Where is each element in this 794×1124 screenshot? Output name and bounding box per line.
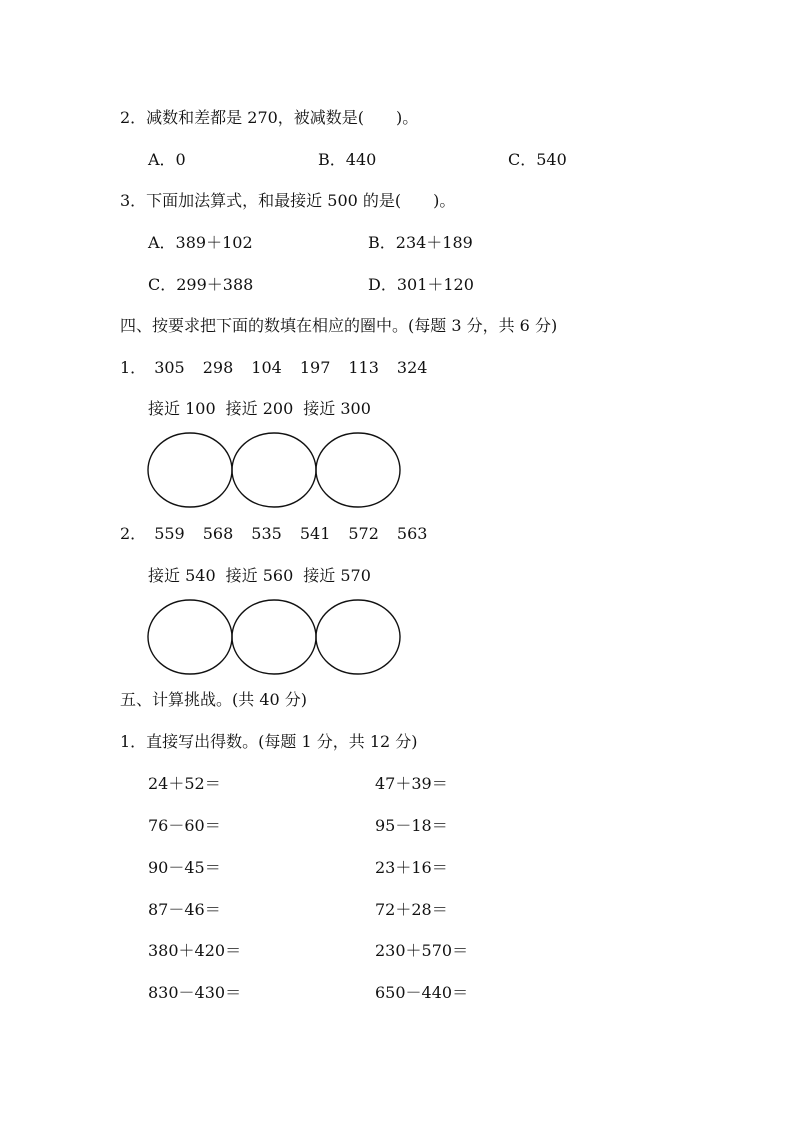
number-item: 324 (396, 358, 428, 377)
number-item: 104 (251, 358, 282, 377)
circle-label: 接近 560 (225, 566, 294, 585)
option-c: C．299＋388 (148, 275, 254, 294)
number-list-1 (120, 358, 445, 378)
calc-problem: 90－45＝ (148, 858, 221, 877)
calc-problem: 72＋28＝ (375, 900, 448, 919)
calc-problem: 95－18＝ (375, 816, 448, 835)
circle-labels-1 (148, 399, 381, 419)
answer-circle (148, 433, 232, 507)
number-item: 568 (202, 524, 234, 543)
option-c: C．540 (508, 150, 567, 169)
answer-circles-1 (146, 430, 406, 510)
question-1-text: 1．直接写出得数。(每题 1 分，共 12 分) (120, 732, 418, 751)
question-number: 1． (120, 358, 147, 377)
calc-problem: 650－440＝ (375, 983, 469, 1002)
circle-label: 接近 300 (303, 399, 371, 418)
option-a: A．389＋102 (148, 233, 253, 252)
question-2-text: 2．减数和差都是 270，被减数是( )。 (120, 108, 419, 127)
calc-problem: 830－430＝ (148, 983, 242, 1002)
circle-label: 接近 540 (148, 566, 216, 585)
number-item: 563 (396, 524, 428, 543)
circle-labels-2 (148, 566, 381, 586)
circle-label: 接近 200 (225, 399, 294, 418)
calc-problem: 24＋52＝ (148, 774, 221, 793)
calc-problem: 230＋570＝ (375, 941, 469, 960)
calc-problem: 23＋16＝ (375, 858, 448, 877)
option-b: B．440 (318, 150, 377, 169)
calc-problem: 47＋39＝ (375, 774, 448, 793)
number-item: 197 (299, 358, 331, 377)
circle-label: 接近 570 (303, 566, 371, 585)
option-b: B．234＋189 (368, 233, 473, 252)
number-list-2 (120, 524, 445, 544)
question-number: 2． (120, 524, 147, 543)
section-4-heading: 四、按要求把下面的数填在相应的圈中。(每题 3 分，共 6 分) (120, 316, 558, 335)
number-item: 541 (299, 524, 331, 543)
question-3-text: 3．下面加法算式，和最接近 500 的是( )。 (120, 191, 456, 210)
option-d: D．301＋120 (368, 275, 474, 294)
option-a: A．0 (148, 150, 186, 169)
number-item: 298 (202, 358, 234, 377)
answer-circle (316, 433, 400, 507)
calc-problem: 380＋420＝ (148, 941, 242, 960)
answer-circle (316, 600, 400, 674)
answer-circle (148, 600, 232, 674)
circle-label: 接近 100 (148, 399, 216, 418)
number-item: 113 (348, 358, 379, 377)
number-item: 559 (154, 524, 185, 543)
answer-circles-2 (146, 597, 406, 677)
calc-problem: 87－46＝ (148, 900, 221, 919)
number-item: 305 (154, 358, 185, 377)
answer-circle (232, 600, 316, 674)
number-item: 535 (251, 524, 282, 543)
calc-problem: 76－60＝ (148, 816, 221, 835)
section-5-heading: 五、计算挑战。(共 40 分) (120, 690, 308, 709)
answer-circle (232, 433, 316, 507)
number-item: 572 (348, 524, 379, 543)
